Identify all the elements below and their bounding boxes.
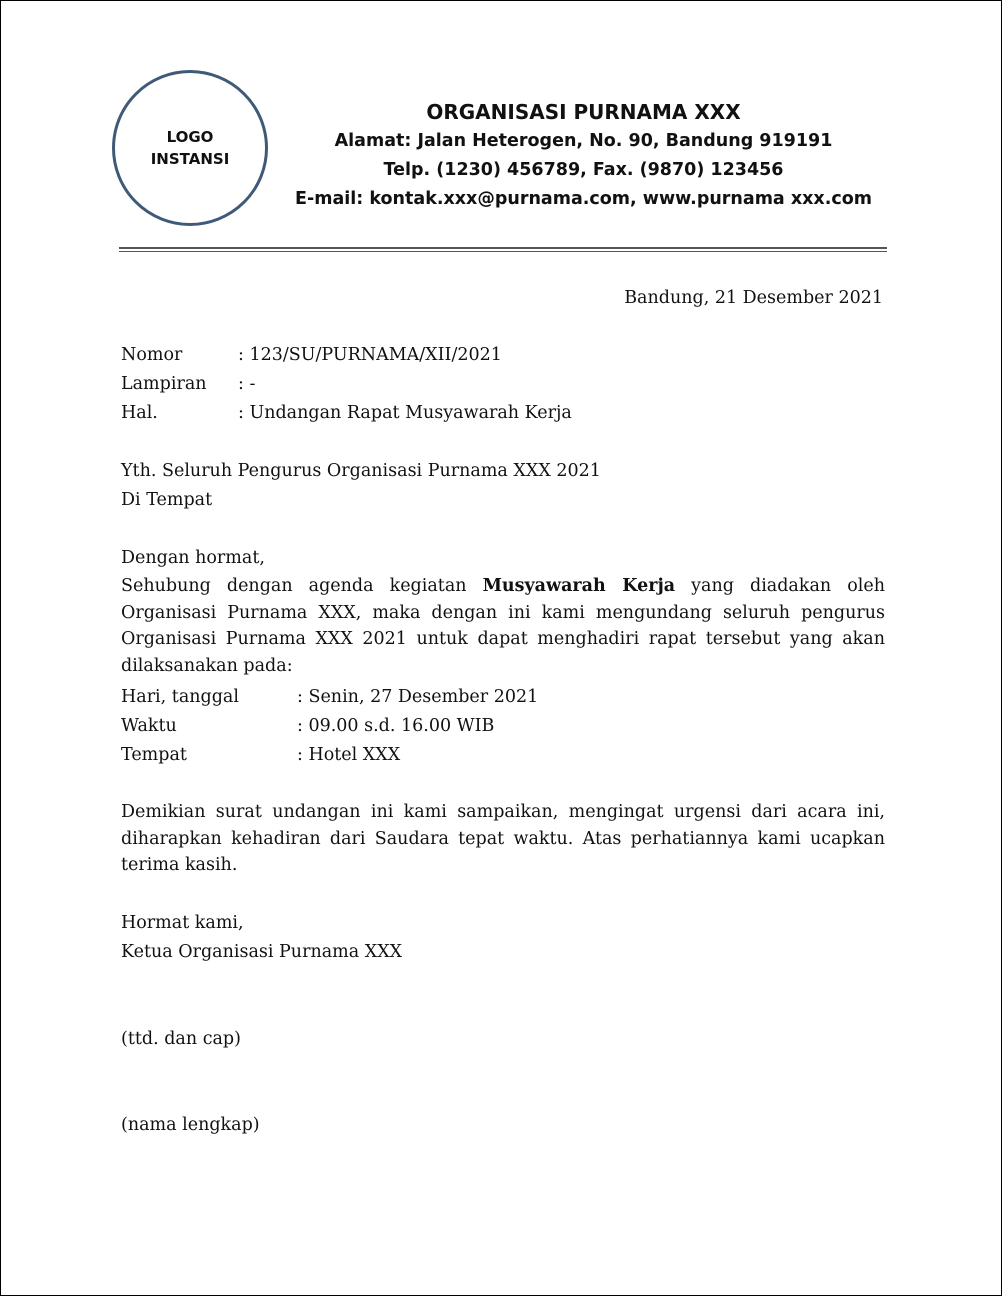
meta-label: Nomor — [121, 345, 183, 365]
closing-paragraph: Demikian surat undangan ini kami sampaikan, mengingat urgensi dari acara ini, diharapkan kehadiran dari Saudara tepat waktu. Atas perhatiannya kami ucapkan terima kasih. — [121, 802, 885, 875]
intro-text-bold: Musyawarah Kerja — [482, 576, 676, 596]
meta-label: Lampiran — [121, 374, 207, 394]
event-value: : Hotel XXX — [297, 745, 401, 765]
letterhead — [281, 97, 886, 214]
letterhead-divider-thin — [119, 251, 887, 252]
signature-name: (nama lengkap) — [121, 1115, 260, 1135]
event-value: : 09.00 s.d. 16.00 WIB — [297, 716, 495, 736]
organization-phone: Telp. (1230) 456789, Fax. (9870) 123456 — [383, 160, 784, 180]
intro-paragraph — [121, 573, 885, 679]
meta-row-nomor — [121, 341, 502, 370]
meta-label: Hal. — [121, 403, 158, 423]
meta-value: : 123/SU/PURNAMA/XII/2021 — [238, 345, 502, 365]
event-label: Waktu — [121, 716, 177, 736]
letterhead-divider-thick — [119, 247, 887, 249]
signature-position: Ketua Organisasi Purnama XXX — [121, 942, 403, 962]
event-row-place — [121, 741, 401, 770]
recipient-location: Di Tempat — [121, 490, 213, 510]
organization-email: E-mail: kontak.xxx@purnama.com, www.purnama xxx.com — [295, 189, 872, 209]
logo-text-line2: INSTANSI — [150, 150, 230, 168]
intro-text-before: Sehubung dengan agenda kegiatan — [121, 576, 483, 596]
logo-placeholder — [112, 70, 268, 226]
letter-date: Bandung, 21 Desember 2021 — [624, 288, 883, 308]
salutation: Dengan hormat, — [121, 548, 265, 568]
event-label: Tempat — [121, 745, 187, 765]
event-value: : Senin, 27 Desember 2021 — [297, 687, 539, 707]
meta-row-lampiran — [121, 370, 256, 399]
recipient-line: Yth. Seluruh Pengurus Organisasi Purnama XXX 2021 — [121, 461, 601, 481]
event-row-time — [121, 712, 495, 741]
meta-row-hal — [121, 399, 572, 428]
meta-value: : Undangan Rapat Musyawarah Kerja — [238, 403, 572, 423]
signature-regards: Hormat kami, — [121, 913, 244, 933]
intro-text-after: yang diadakan oleh Organisasi Purnama XXX, maka dengan ini kami mengundang seluruh pengurus Organisasi Purnama XXX 2021 untuk dapat menghadiri rapat tersebut yang akan dilaksanakan pada: — [121, 576, 885, 676]
organization-address: Alamat: Jalan Heterogen, No. 90, Bandung 919191 — [334, 131, 833, 151]
logo-text-line1: LOGO — [166, 128, 214, 146]
organization-name: ORGANISASI PURNAMA XXX — [426, 100, 741, 124]
meta-value: : - — [238, 374, 256, 394]
event-row-date — [121, 683, 539, 712]
event-label: Hari, tanggal — [121, 687, 239, 707]
signature-sign-note: (ttd. dan cap) — [121, 1029, 241, 1049]
